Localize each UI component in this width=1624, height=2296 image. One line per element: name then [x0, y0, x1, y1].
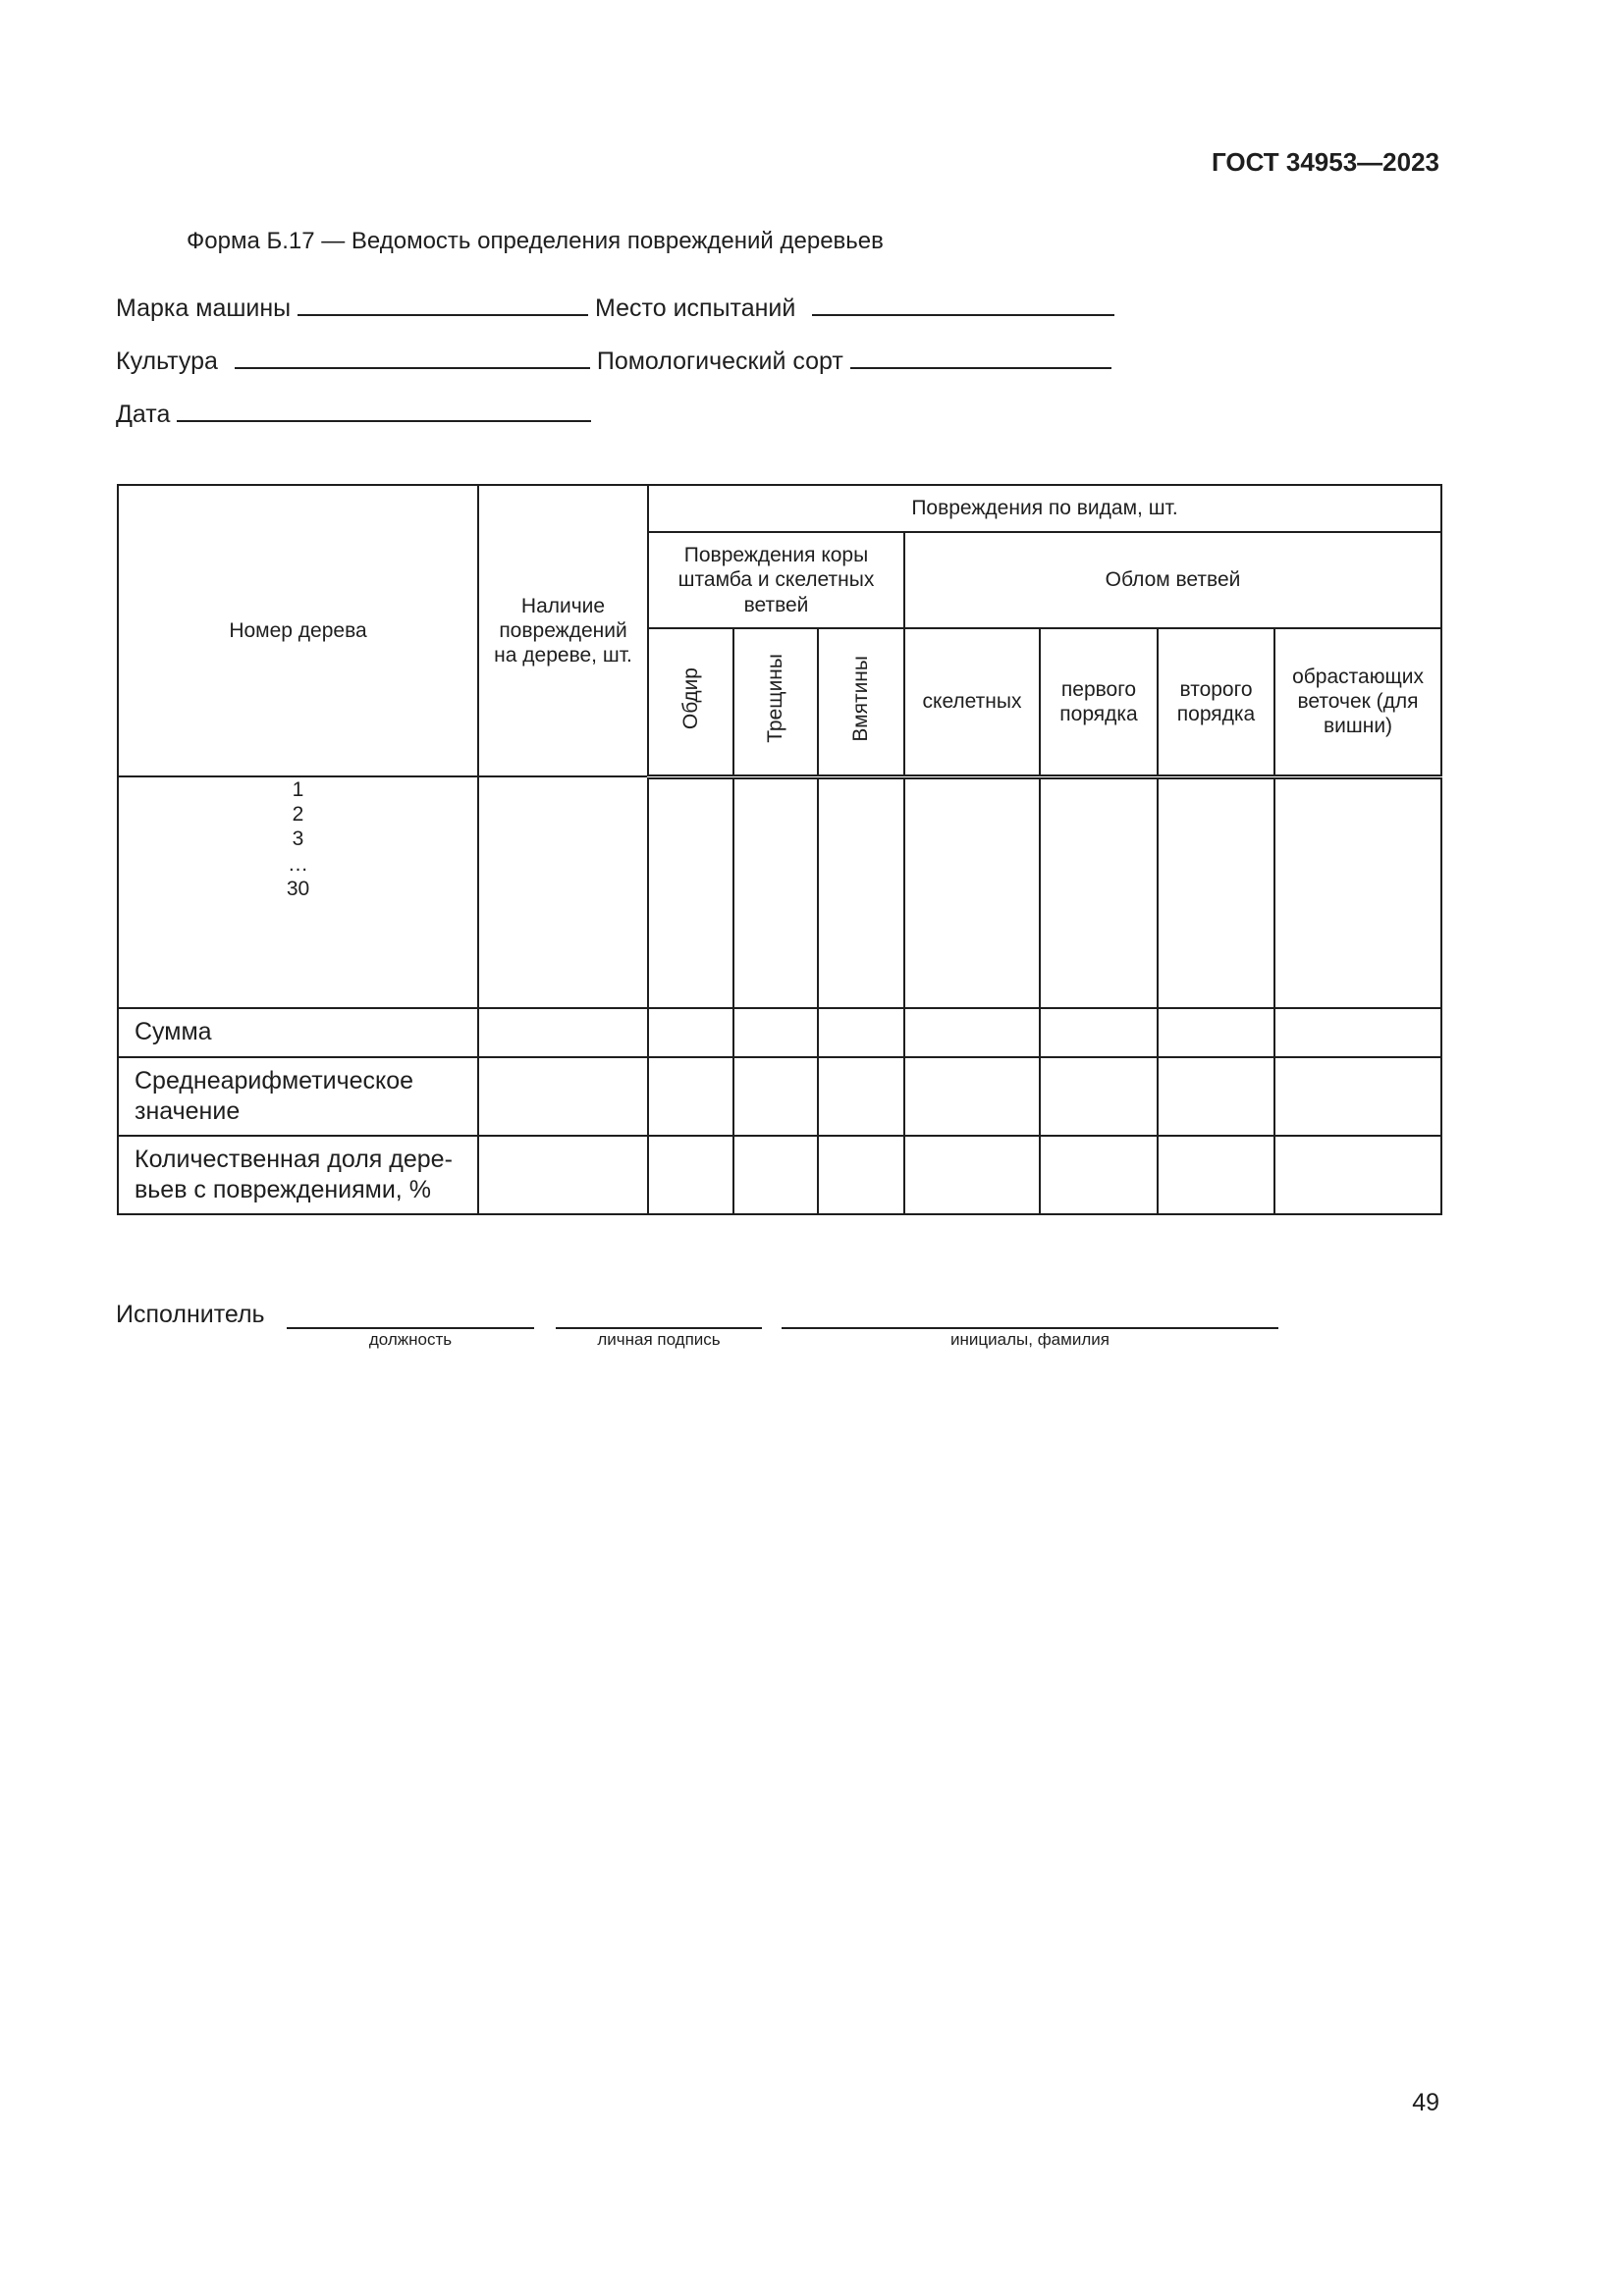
table-cell[interactable] [818, 776, 904, 1008]
page-number: 49 [1412, 2089, 1439, 2116]
header-presence: Наличие повреждений на дереве, шт. [478, 485, 648, 776]
header-cracks: Трещины [733, 628, 818, 776]
table-row [118, 1136, 1441, 1214]
tree-number-list [118, 776, 478, 1008]
tree-number: 3 [292, 828, 304, 851]
header-overgrowing: обрастающих веточек (для вишни) [1274, 628, 1441, 776]
form-caption: Форма Б.17 — Ведомость определения повреждений деревьев [187, 228, 884, 254]
date-field[interactable] [177, 395, 591, 422]
place-label: Место испытаний [595, 294, 796, 322]
place-field[interactable] [812, 289, 1114, 316]
sum-label: Сумма [118, 1008, 478, 1057]
header-by-type: Повреждения по видам, шт. [648, 485, 1441, 532]
table-cell[interactable] [904, 1136, 1040, 1214]
machine-label: Марка машины [116, 294, 292, 322]
table-cell[interactable] [818, 1136, 904, 1214]
header-bark-damage: Повреждения коры штамба и скелетных ветвей [648, 532, 904, 628]
culture-label: Культура [116, 347, 218, 375]
form-line-machine [116, 289, 1114, 323]
variety-field[interactable] [850, 342, 1111, 369]
table-cell[interactable] [1158, 1136, 1274, 1214]
position-field[interactable] [287, 1327, 534, 1329]
table-cell[interactable] [1040, 1136, 1158, 1214]
date-label: Дата [116, 400, 171, 428]
executor-label: Исполнитель [116, 1301, 265, 1328]
signature-field[interactable] [556, 1327, 762, 1329]
table-cell[interactable] [648, 776, 733, 1008]
form-line-date [116, 395, 591, 429]
table-row [118, 1057, 1441, 1136]
table-cell[interactable] [904, 1057, 1040, 1136]
form-line-culture [116, 342, 1111, 376]
header-tree-number: Номер дерева [118, 485, 478, 776]
share-label: Количественная доля дере-вьев с повреждениями, % [118, 1136, 478, 1214]
header-first-order: первого порядка [1040, 628, 1158, 776]
table-cell[interactable] [478, 776, 648, 1008]
tree-number: 30 [286, 877, 310, 900]
damage-table [117, 484, 1442, 1215]
table-cell[interactable] [1040, 1008, 1158, 1057]
name-caption: инициалы, фамилия [950, 1330, 1110, 1349]
table-cell[interactable] [733, 776, 818, 1008]
header-obdir: Обдир [648, 628, 733, 776]
table-cell[interactable] [648, 1136, 733, 1214]
table-cell[interactable] [1158, 1008, 1274, 1057]
table-row [118, 1008, 1441, 1057]
signature-caption: личная подпись [597, 1330, 721, 1349]
table-cell[interactable] [648, 1008, 733, 1057]
table-cell[interactable] [733, 1136, 818, 1214]
table-cell[interactable] [818, 1008, 904, 1057]
table-cell[interactable] [1274, 776, 1441, 1008]
table-cell[interactable] [1158, 1057, 1274, 1136]
table-cell[interactable] [478, 1136, 648, 1214]
table-cell[interactable] [1274, 1057, 1441, 1136]
machine-field[interactable] [298, 289, 588, 316]
table-cell[interactable] [1274, 1136, 1441, 1214]
header-branch-breakage: Облом ветвей [904, 532, 1441, 628]
culture-field[interactable] [235, 342, 590, 369]
table-cell[interactable] [1158, 776, 1274, 1008]
header-dents: Вмятины [818, 628, 904, 776]
table-cell[interactable] [733, 1008, 818, 1057]
table-cell[interactable] [904, 776, 1040, 1008]
standard-number: ГОСТ 34953—2023 [1212, 147, 1439, 177]
mean-label: Среднеарифметическое значение [118, 1057, 478, 1136]
table-cell[interactable] [648, 1057, 733, 1136]
table-cell[interactable] [904, 1008, 1040, 1057]
tree-number: 1 [292, 778, 304, 801]
variety-label: Помологический сорт [596, 347, 843, 375]
table-cell[interactable] [1040, 1057, 1158, 1136]
table-row [118, 776, 1441, 1008]
tree-number: … [288, 852, 308, 876]
tree-number: 2 [292, 803, 304, 827]
table-cell[interactable] [478, 1057, 648, 1136]
table-cell[interactable] [478, 1008, 648, 1057]
name-field[interactable] [782, 1327, 1278, 1329]
table-cell[interactable] [818, 1057, 904, 1136]
table-cell[interactable] [1274, 1008, 1441, 1057]
table-cell[interactable] [733, 1057, 818, 1136]
position-caption: должность [368, 1330, 453, 1349]
header-second-order: второго порядка [1158, 628, 1274, 776]
table-cell[interactable] [1040, 776, 1158, 1008]
header-skeletal: скелетных [904, 628, 1040, 776]
